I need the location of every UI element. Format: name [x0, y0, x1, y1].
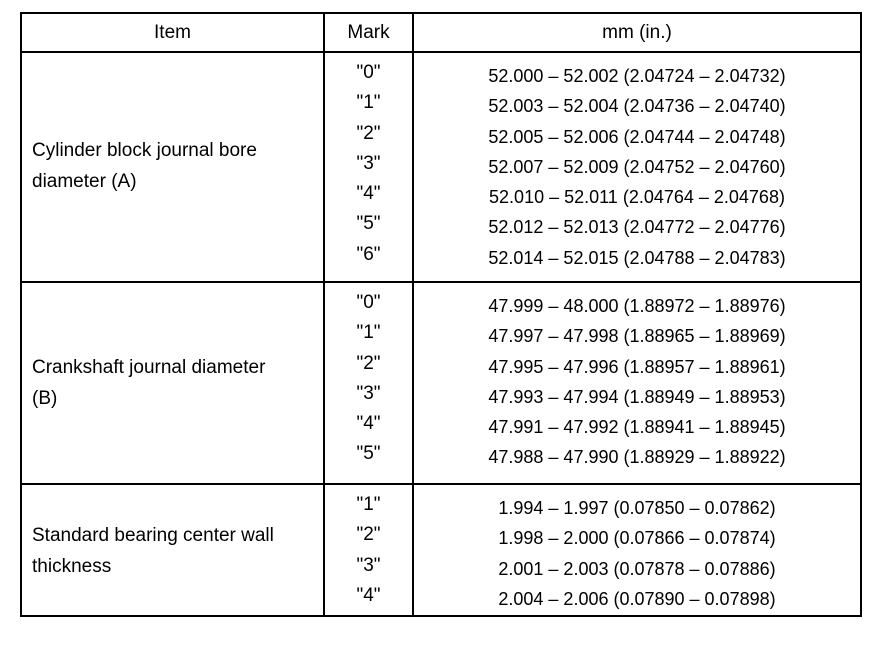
mark: "4" [356, 183, 381, 205]
value-range: 47.993 – 47.994 (1.88949 – 1.88953) [488, 386, 786, 407]
value-range: 1.994 – 1.997 (0.07850 – 0.07862) [498, 498, 776, 518]
item-line: Cylinder block journal bore [32, 140, 257, 161]
item-line: Crankshaft journal diameter [32, 357, 266, 378]
group-cylinder-block-bore [22, 53, 860, 283]
item-name [32, 352, 322, 414]
mark-list [325, 61, 412, 273]
mark: "4" [356, 413, 381, 435]
value-range: 47.991 – 47.992 (1.88941 – 1.88945) [488, 417, 786, 438]
value-range: 47.988 – 47.990 (1.88929 – 1.88922) [488, 447, 786, 468]
value-range: 52.000 – 52.002 (2.04724 – 2.04732) [488, 66, 786, 86]
item-name [32, 135, 322, 197]
mark-list [325, 493, 412, 614]
mark: "5" [356, 213, 381, 235]
header-row [22, 14, 860, 53]
value-range: 52.005 – 52.006 (2.04744 – 2.04748) [488, 126, 786, 147]
value-range: 52.003 – 52.004 (2.04736 – 2.04740) [488, 96, 786, 117]
mark: "2" [356, 122, 381, 144]
value-list [414, 61, 860, 273]
value-range: 52.014 – 52.015 (2.04788 – 2.04783) [488, 247, 786, 268]
item-line: (B) [32, 388, 58, 409]
value-list [414, 291, 860, 473]
header-item: Item [154, 22, 191, 43]
value-range: 1.998 – 2.000 (0.07866 – 0.07874) [498, 528, 776, 549]
value-range: 2.004 – 2.006 (0.07890 – 0.07898) [498, 588, 776, 609]
value-range: 52.007 – 52.009 (2.04752 – 2.04760) [488, 156, 786, 177]
mark: "4" [356, 584, 381, 606]
mark: "0" [356, 62, 381, 83]
group-bearing-wall-thickness [22, 485, 860, 615]
item-line: diameter (A) [32, 171, 137, 192]
header-unit: mm (in.) [602, 22, 672, 43]
header-mark: Mark [347, 22, 390, 43]
value-range: 52.010 – 52.011 (2.04764 – 2.04768) [489, 187, 785, 208]
mark: "2" [356, 352, 381, 374]
mark: "5" [356, 443, 381, 465]
group-crankshaft-journal [22, 283, 860, 485]
value-range: 47.999 – 48.000 (1.88972 – 1.88976) [488, 296, 786, 316]
value-list [414, 493, 860, 614]
spec-table [20, 12, 862, 617]
mark: "1" [356, 494, 381, 515]
mark: "3" [356, 554, 381, 576]
mark: "2" [356, 524, 381, 546]
mark: "3" [356, 382, 381, 404]
item-line: thickness [32, 556, 112, 577]
mark: "1" [356, 92, 381, 114]
item-line: Standard bearing center wall [32, 525, 274, 546]
value-range: 52.012 – 52.013 (2.04772 – 2.04776) [488, 217, 786, 238]
value-range: 2.001 – 2.003 (0.07878 – 0.07886) [498, 558, 776, 579]
mark: "3" [356, 152, 381, 174]
mark: "6" [356, 243, 381, 265]
mark: "0" [356, 292, 381, 313]
value-range: 47.997 – 47.998 (1.88965 – 1.88969) [488, 326, 786, 347]
mark: "1" [356, 322, 381, 344]
mark-list [325, 291, 412, 473]
item-name [32, 520, 322, 582]
value-range: 47.995 – 47.996 (1.88957 – 1.88961) [488, 356, 786, 377]
